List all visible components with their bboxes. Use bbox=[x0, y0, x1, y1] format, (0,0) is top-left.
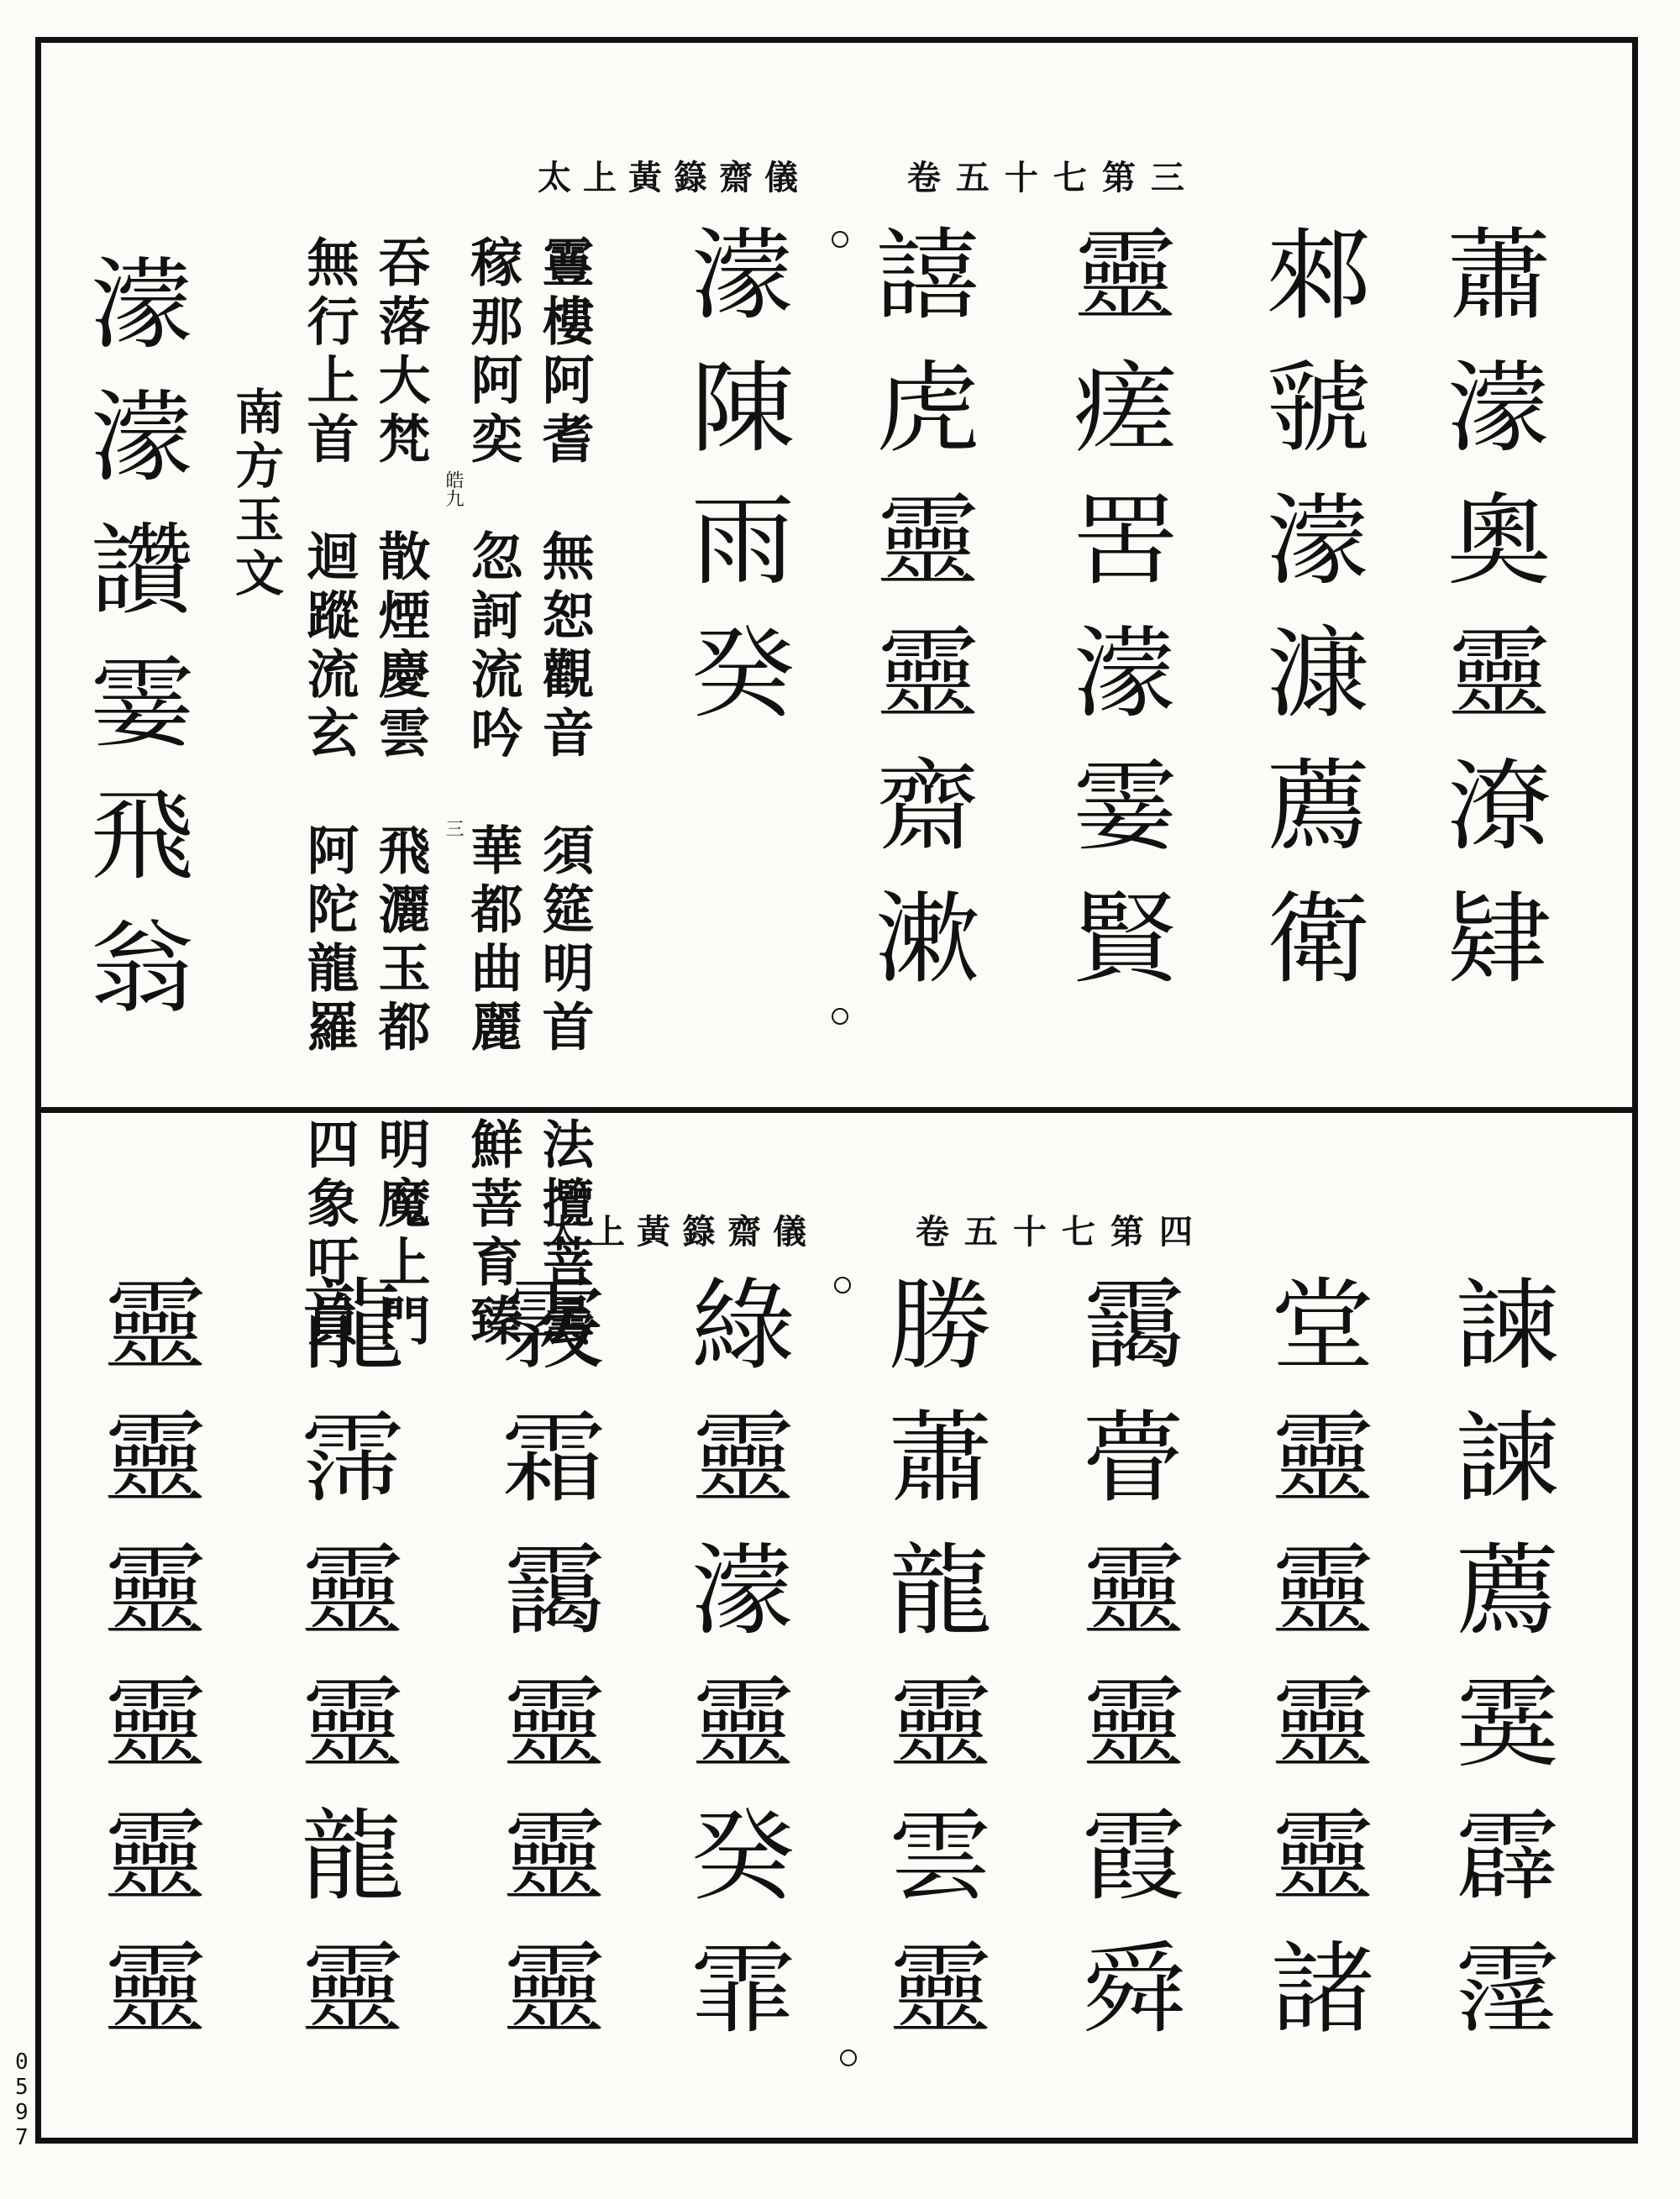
seal-column: 濛濛讚霎飛翁 bbox=[72, 252, 195, 1048]
top-header bbox=[538, 151, 1200, 199]
inline-note: 三 bbox=[443, 819, 464, 837]
seal-column: 濛陳雨癸 bbox=[673, 223, 795, 753]
seal-column: 蕭濛奧靈潦肄 bbox=[1429, 223, 1551, 1019]
seal-column: 靄瞢靈靈霞舜 bbox=[1063, 1273, 1186, 2069]
bottom-header bbox=[546, 1205, 1208, 1253]
page-frame bbox=[35, 37, 1638, 2144]
punctuation-circle bbox=[832, 231, 848, 248]
seal-column: 靈瘥罟濛霎賢 bbox=[1055, 223, 1178, 1019]
header-title: 太上黃籙齋儀 bbox=[538, 158, 810, 197]
section-title: 南方玉文 bbox=[227, 386, 284, 601]
punctuation-circle bbox=[832, 1008, 848, 1025]
verse-column: 稼那阿奕 忽訶流吟 華都曲麗 鮮菩育臻 bbox=[462, 235, 523, 1352]
verse-column: 吞落大梵 散煙慶雲 飛灑玉都 明魔上門 bbox=[370, 235, 431, 1352]
punctuation-circle bbox=[840, 2049, 857, 2066]
seal-column: 靈靈靈靈靈靈 bbox=[85, 1273, 207, 2069]
seal-column: 堂靈靈靈靈諸 bbox=[1252, 1273, 1375, 2069]
seal-column: 郲虢濛漮薦衛 bbox=[1248, 223, 1371, 1019]
page-number: 0597 bbox=[8, 2049, 34, 2150]
seal-column: 霚霜靄靈靈靈 bbox=[484, 1273, 606, 2069]
verse-column: 無行上首 迴蹤流玄 阿陀龍羅 四象吁員 bbox=[298, 235, 360, 1352]
header-title: 太上黃籙齋儀 bbox=[546, 1212, 818, 1252]
header-volume: 卷五十七第三 bbox=[906, 158, 1200, 197]
seal-column: 譆虎靈靈齋漱 bbox=[858, 223, 980, 1019]
header-volume: 卷五十七第四 bbox=[915, 1212, 1208, 1252]
punctuation-circle bbox=[834, 1277, 851, 1294]
seal-column: 綠靈濛靈癸霏 bbox=[673, 1273, 795, 2069]
seal-column: 諫諫薦霙霹霪 bbox=[1437, 1273, 1560, 2069]
verse-column: 霻樓阿耆 無恕觀音 須筵明首 法攬菩曇 bbox=[533, 235, 595, 1352]
seal-column: 勝蕭龍靈雲靈 bbox=[870, 1273, 993, 2069]
seal-column: 龍霈靈靈龍靈 bbox=[282, 1273, 405, 2069]
panel-divider bbox=[35, 1107, 1638, 1113]
inline-note: 皓九 bbox=[443, 470, 464, 507]
